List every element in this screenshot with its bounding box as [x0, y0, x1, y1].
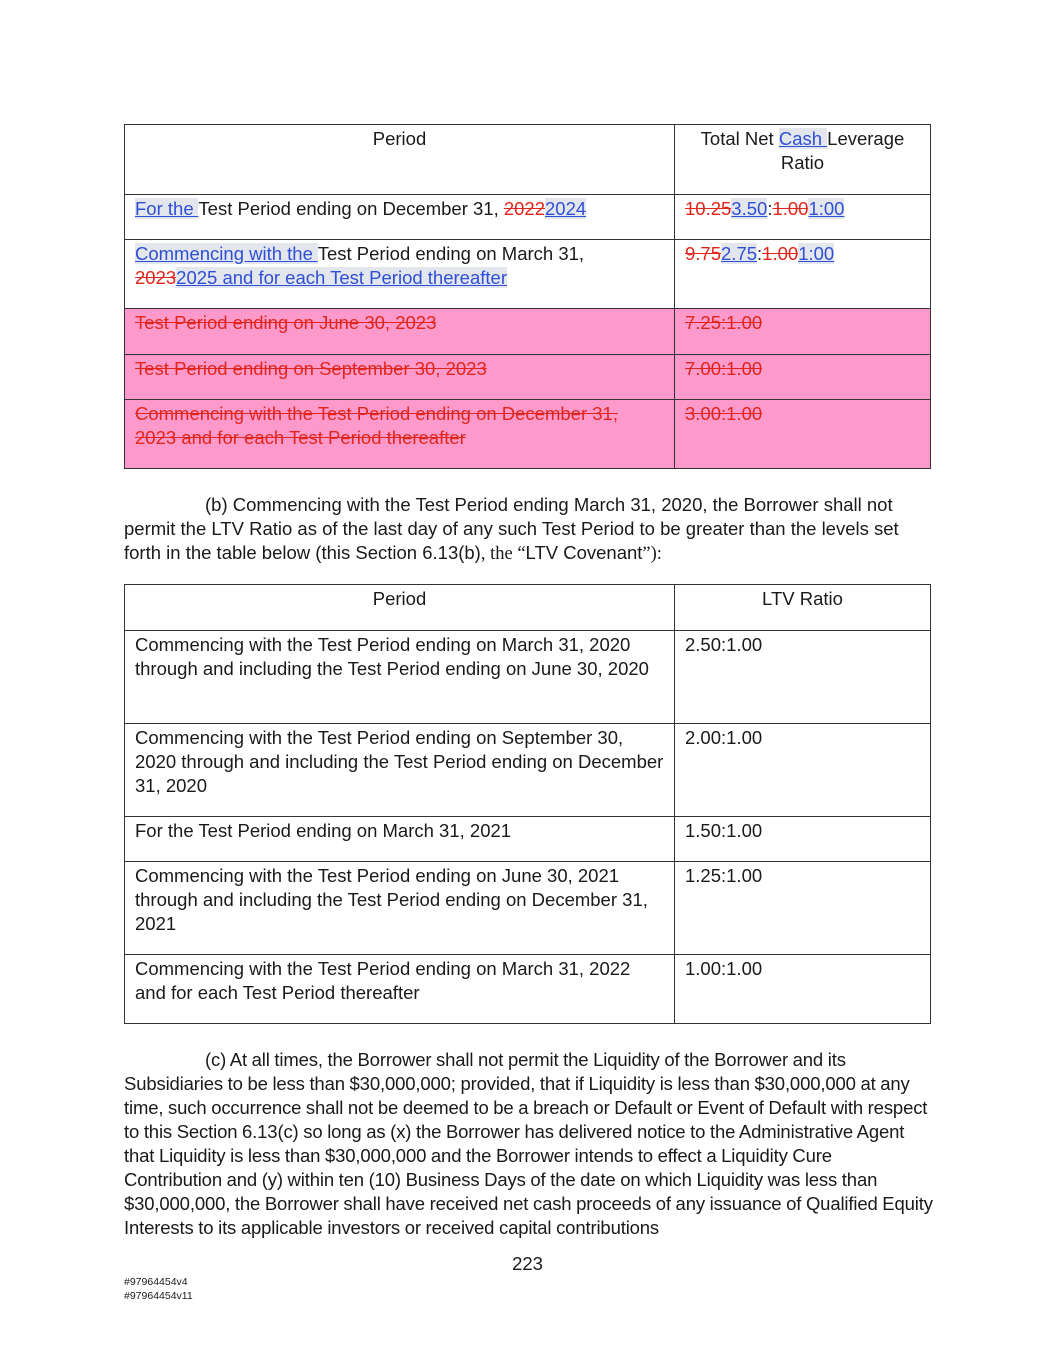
inserted-text: 2024	[545, 198, 587, 219]
ratio-header: Total Net Cash Leverage Ratio	[675, 125, 931, 195]
table-row	[125, 240, 931, 309]
table-row	[125, 862, 931, 955]
ltv-ratio-table	[124, 584, 931, 1024]
deleted-text: 7.00:1.00	[685, 358, 763, 379]
inserted-text: 2.75	[721, 243, 758, 264]
period-header: Period	[125, 125, 675, 195]
deleted-text: 1.00	[762, 243, 799, 264]
table-row	[125, 817, 931, 862]
deleted-table-row	[125, 400, 931, 469]
period-cell	[125, 400, 675, 469]
deleted-table-row	[125, 355, 931, 400]
deleted-text: Test Period ending on September 30, 2023	[135, 358, 487, 379]
ratio-cell: 1.50:1.00	[675, 817, 931, 862]
table-row	[125, 195, 931, 240]
paragraph-b: (b) Commencing with the Test Period ending March 31, 2020, the Borrower shall not permit the LTV Ratio as of the last day of any such Test Period to be greater than the levels set forth in the table below (this Section 6.13(b), the “LTV Covenant”):	[124, 494, 899, 564]
deleted-text: Test Period ending on June 30, 2023	[135, 312, 437, 333]
ratio-cell: 10.253.50:1.001:00	[675, 195, 931, 240]
ratio-cell: 9.752.75:1.001:00	[675, 240, 931, 309]
inserted-text: 3.50	[731, 198, 768, 219]
deleted-text: 2023	[135, 267, 177, 288]
period-cell: Commencing with the Test Period ending on March 31, 2020 through and including the Test Period ending on June 30, 2020	[125, 631, 675, 724]
period-cell: Commencing with the Test Period ending on September 30, 2020 through and including the Test Period ending on December 31, 2020	[125, 724, 675, 817]
period-cell: Commencing with the Test Period ending on March 31, 20232025 and for each Test Period thereafter	[125, 240, 675, 309]
leverage-ratio-table	[124, 124, 931, 469]
table-header-row	[125, 125, 931, 195]
ratio-cell	[675, 309, 931, 355]
inserted-text: Commencing with the	[135, 243, 318, 264]
ratio-cell: 1.25:1.00	[675, 862, 931, 955]
inserted-text: Cash	[778, 128, 828, 149]
table-row	[125, 631, 931, 724]
table-row	[125, 955, 931, 1024]
period-cell: For the Test Period ending on March 31, 2021	[125, 817, 675, 862]
table-header-row	[125, 585, 931, 631]
ratio-cell	[675, 355, 931, 400]
period-cell	[125, 309, 675, 355]
period-header: Period	[125, 585, 675, 631]
deleted-table-row	[125, 309, 931, 355]
paragraph-c: (c) At all times, the Borrower shall not permit the Liquidity of the Borrower and its Subsidiaries to be less than $30,000,000; provided, that if Liquidity is less than $30,000,000 at any time, such occurrence shall not be deemed to be a breach or Default or Event of Default with respect to this Section 6.13(c) so long as (x) the Borrower has delivered notice to the Administrative Agent that Liquidity is less than $30,000,000 and the Borrower intends to effect a Liquidity Cure Contribution and (y) within ten (10) Business Days of the date on which Liquidity was less than $30,000,000, the Borrower shall have received net cash proceeds of any issuance of Qualified Equity Interests to its applicable investors or received capital contributions	[124, 1049, 933, 1238]
deleted-text: 1.00	[772, 198, 809, 219]
deleted-text: Commencing with the Test Period ending on December 31, 2023 and for each Test Period thereafter	[135, 403, 618, 448]
deleted-text: 3.00:1.00	[685, 403, 763, 424]
deleted-text: 10.25	[685, 198, 732, 219]
inserted-text: 1:00	[798, 243, 835, 264]
document-id: #97964454v4	[124, 1276, 188, 1288]
table-row	[125, 724, 931, 817]
period-cell: For the Test Period ending on December 31, 20222024	[125, 195, 675, 240]
deleted-text: 2022	[503, 198, 546, 219]
ratio-cell: 1.00:1.00	[675, 955, 931, 1024]
ratio-cell: 2.00:1.00	[675, 724, 931, 817]
period-cell	[125, 355, 675, 400]
period-cell: Commencing with the Test Period ending on March 31, 2022 and for each Test Period thereafter	[125, 955, 675, 1024]
deleted-text: 9.75	[685, 243, 722, 264]
ratio-cell	[675, 400, 931, 469]
inserted-text: For the	[135, 198, 199, 219]
ltv-ratio-header: LTV Ratio	[675, 585, 931, 631]
document-id: #97964454v11	[124, 1290, 193, 1302]
inserted-text: 2025 and for each Test Period thereafter	[176, 267, 507, 288]
deleted-text: 7.25:1.00	[685, 312, 763, 333]
inserted-text: 1:00	[808, 198, 845, 219]
ratio-cell: 2.50:1.00	[675, 631, 931, 724]
page-number: 223	[512, 1253, 543, 1274]
period-cell: Commencing with the Test Period ending on June 30, 2021 through and including the Test Period ending on December 31, 2021	[125, 862, 675, 955]
